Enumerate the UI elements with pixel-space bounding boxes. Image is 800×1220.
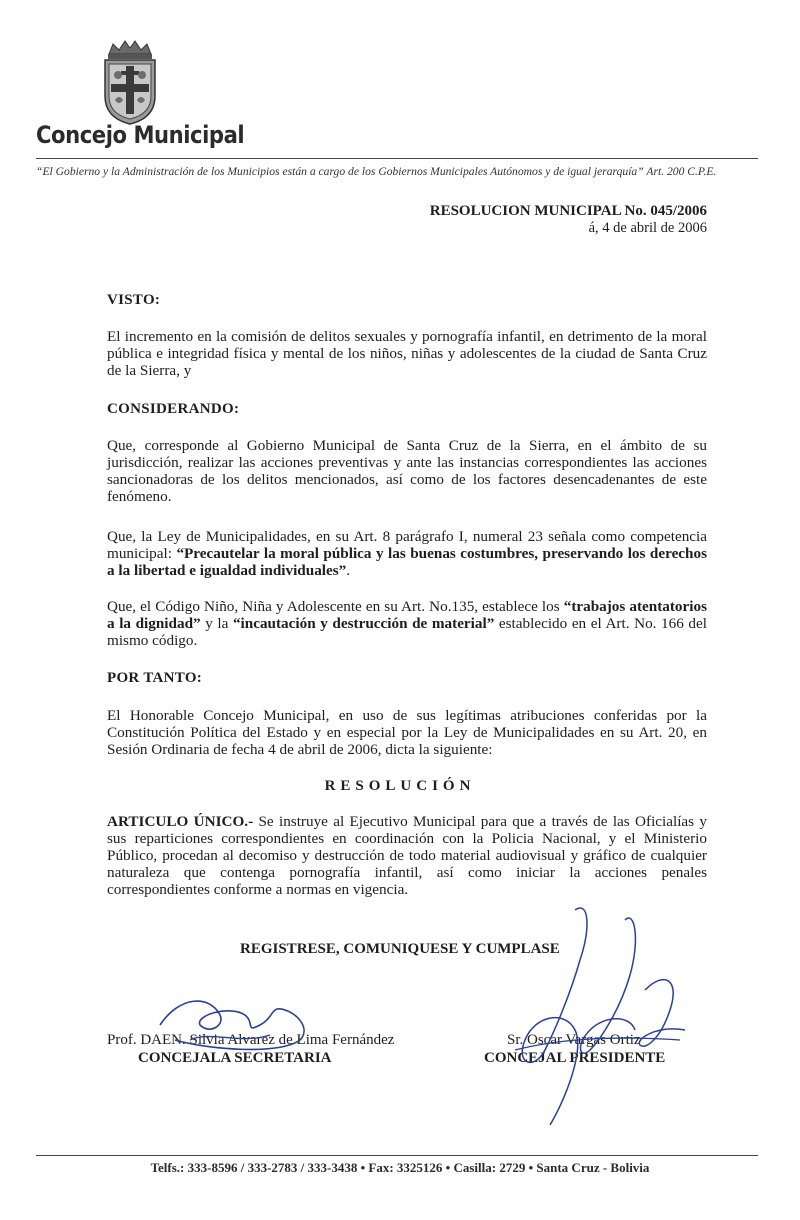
article-text: Se instruye al Ejecutivo Municipal para que a través de las Oficialías y sus reparticiones correspondientes en coordinación con la Policia Nacional, y el Ministerio Público, procedan al decomiso y destrucción de todo material audiovisual y gráfico de cualquier naturaleza que contenga pornografía infantil, así como iniciar la acciones penales correspondientes conforme a normas en vigencia. [107,813,707,898]
considerando-p2-end: . [346,562,351,579]
resolution-date: á, 4 de abril de 2006 [588,220,707,236]
resolution-title: RESOLUCION MUNICIPAL No. 045/2006 [429,203,707,219]
footer-divider [36,1155,758,1156]
por-tanto-heading: POR TANTO: [107,670,203,686]
considerando-heading: CONSIDERANDO: [107,401,240,417]
article-paragraph [107,813,707,898]
header-divider [36,158,758,159]
article-label: ARTICULO ÚNICO.- [107,813,254,830]
signature-1-icon [150,985,330,1065]
visto-heading: VISTO: [107,292,161,308]
signatory-1-name: Prof. DAEN. Silvia Alvarez de Lima Fernández [107,1032,395,1048]
considerando-p2-text: Que, la Ley de Municipalidades, en su Art. 8 parágrafo I, numeral 23 señala como competencia municipal: [107,528,707,562]
por-tanto-paragraph: El Honorable Concejo Municipal, en uso de sus legítimas atribuciones conferidas por la Constitución Política del Estado y en especial por la Ley de Municipalidades en su Art. 20, en Sesión Ordinaria de fecha 4 de abril de 2006, dicta la siguiente: [107,707,707,758]
footer-contact: Telfs.: 333-8596 / 333-2783 / 333-3438 • Fax: 3325126 • Casilla: 2729 • Santa Cruz - Bolivia [150,1160,650,1175]
signatory-2-name: Sr. Oscar Vargas Ortiz [507,1032,641,1048]
considerando-p3-quote-2: “incautación y destrucción de material” [232,615,495,632]
closing-formula: REGISTRESE, COMUNIQUESE Y CUMPLASE [240,941,560,957]
considerando-paragraph-2 [107,528,707,579]
signature-2-icon [495,900,695,1130]
resolucion-heading: RESOLUCIÓN [324,778,476,794]
org-name: Concejo Municipal [36,121,245,149]
signatory-1-role: CONCEJALA SECRETARIA [138,1050,332,1066]
considerando-p3-text-b: y la [200,615,233,632]
considerando-paragraph-1: Que, corresponde al Gobierno Municipal de Santa Cruz de la Sierra, en el ámbito de su jurisdicción, realizar las acciones preventivas y ante las instancias correspondientes las acciones sancionadoras de los delitos mencionados, así como de los factores desencadenantes de este fenómeno. [107,437,707,505]
letterhead-motto: “El Gobierno y la Administración de los Municipios están a cargo de los Gobiernos Municipales Autónomos y de igual jerarquía” Art. 200 C.P.E. [36,165,717,178]
considerando-p2-quote: “Precautelar la moral pública y las buenas costumbres, preservando los derechos a la libertad e igualdad individuales” [107,545,707,579]
signatory-2-role: CONCEJAL PRESIDENTE [484,1050,666,1066]
considerando-p3-quote-1: “trabajos atentatorios a la dignidad” [107,598,707,632]
considerando-p3-text-a: Que, el Código Niño, Niña y Adolescente en su Art. No.135, establece los [107,598,564,615]
considerando-paragraph-3 [107,598,707,649]
visto-paragraph: El incremento en la comisión de delitos sexuales y pornografía infantil, en detrimento de la moral pública e integridad física y mental de los niños, niñas y adolescentes de la ciudad de Santa Cruz de la Sierra, y [107,328,707,379]
considerando-p3-text-c: establecido en el Art. No. 166 del mismo código. [107,615,707,649]
coat-of-arms-logo [95,38,165,126]
